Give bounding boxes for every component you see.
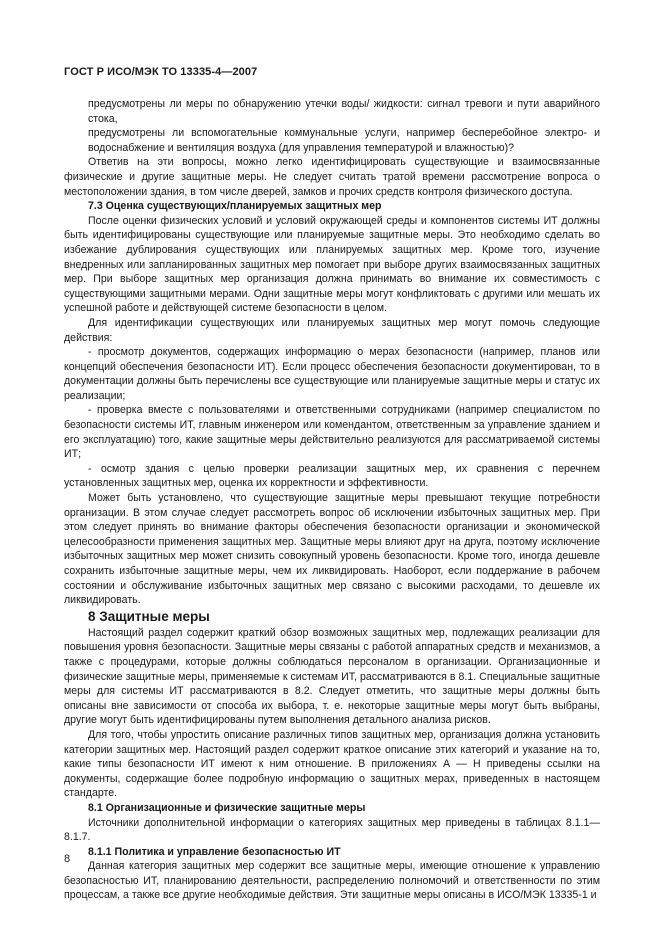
subsection-heading-7-3: 7.3 Оценка существующих/планируемых защитных мер: [88, 200, 382, 213]
paragraph: предусмотрены ли вспомогательные коммунальные услуги, например бесперебойное электро- и водоснабжение и вентиляция воздуха (для управления температурой и влажностью)?: [88, 127, 600, 154]
section-heading-8: 8 Защитные меры: [88, 608, 210, 624]
list-item: - осмотр здания с целью проверки реализации защитных мер, их сравнения с перечнем установленных защитных мер, оценка их корректности и эффективности.: [64, 462, 600, 490]
subsection-heading-8-1: 8.1 Организационные и физические защитные меры: [88, 801, 366, 814]
paragraph: предусмотрены ли меры по обнаружению утечки воды/ жидкости: сигнал тревоги и пути аварийного стока,: [88, 98, 600, 125]
page-number: 8: [64, 853, 71, 865]
list-item: - проверка вместе с пользователями и ответственными сотрудниками (например специалистом по безопасности системы ИТ, главным инженером или комендантом, ответственным за управление зданием и его эксплуатацию) того, какие защитные меры действительно реализуются для рассматриваемой системы ИТ;: [64, 404, 600, 461]
paragraph: Для идентификации существующих или планируемых защитных мер могут помочь следующие действия:: [64, 316, 600, 344]
subsection-heading-8-1-1: 8.1.1 Политика и управление безопасностью ИТ: [88, 845, 341, 858]
paragraph: Настоящий раздел содержит краткий обзор возможных защитных мер, подлежащих реализации для повышения уровня безопасности. Защитные меры связаны с работой аппаратных средств и механизмов, а также с процедурами, которые должны соблюдаться персоналом в организации. Организационные и физические защитные меры, применяемые к системам ИТ, рассматриваются в 8.1. Специальные защитные меры для системы ИТ рассматриваются в 8.2. Следует отметить, что защитные меры должны быть описаны вне зависимости от способа их выбора, т. е. некоторые защитные меры могут быть выбраны, другие могут быть идентифицированы путем выполнения детального анализа рисков.: [64, 626, 600, 727]
paragraph: Ответив на эти вопросы, можно легко идентифицировать существующие и взаимосвязанные физические и другие защитные меры. Не следует считать тратой времени рассмотрение вопроса о местоположении здания, в том числе дверей, замков и прочих средств контроля физического доступа.: [64, 156, 600, 198]
paragraph: После оценки физических условий и условий окружающей среды и компонентов системы ИТ должны быть идентифицированы существующие или планируемые защитные меры. Это необходимо сделать во избежание дублирования существующих или планируемых защитных мер. Кроме того, изучение внедренных или запланированных защитных мер помогает при выборе других взаимосвязанных защитных мер. При выборе защитных мер организация должна принимать во внимание их совместимость с существующими защитными мерами. Одни защитные меры могут конфликтовать с другими или мешать их успешной работе и действующей системе безопасности в целом.: [64, 214, 600, 315]
paragraph: Данная категория защитных мер содержит все защитные меры, имеющие отношение к управлению безопасностью ИТ, планированию деятельности, распределению полномочий и ответственности по этим процессам, а также все другие необходимые действия. Эти защитные меры описаны в ИСО/МЭК 13335-1 и: [64, 860, 600, 902]
page-body: [64, 97, 600, 903]
paragraph: Для того, чтобы упростить описание различных типов защитных мер, организация должна установить категории защитных мер. Настоящий раздел содержит краткое описание этих категорий и указание на то, какие типы безопасности ИТ имеют к ним отношение. В приложениях А — Н приведены ссылки на документы, содержащие более подробную информацию о защитных мерах, приведенных в настоящем стандарте.: [64, 728, 600, 800]
paragraph: Может быть установлено, что существующие защитные меры превышают текущие потребности организации. В этом случае следует рассмотреть вопрос об исключении избыточных защитных мер. При этом следует принять во внимание факторы обеспечения безопасности организации и экономической целесообразности применения защитных мер. Защитные меры влияют друг на друга, поэтому исключение избыточных защитных мер может снизить совокупный уровень безопасности. Кроме того, иногда дешевле сохранить избыточные защитные меры, чем их ликвидировать. Наоборот, если поддержание в рабочем состоянии и обслуживание избыточных защитных мер связано с высокими расходами, то дешевле их ликвидировать.: [64, 492, 600, 607]
list-item: - просмотр документов, содержащих информацию о мерах безопасности (например, планов или концепций обеспечения безопасности ИТ). Если процесс обеспечения безопасности документирован, то в документации должны быть перечислены все существующие или планируемые защитные меры и статус их реализации;: [64, 346, 600, 402]
paragraph: Источники дополнительной информации о категориях защитных мер приведены в таблицах 8.1.1— 8.1.7.: [64, 816, 600, 844]
document-header: ГОСТ Р ИСО/МЭК ТО 13335-4—2007: [64, 66, 258, 78]
